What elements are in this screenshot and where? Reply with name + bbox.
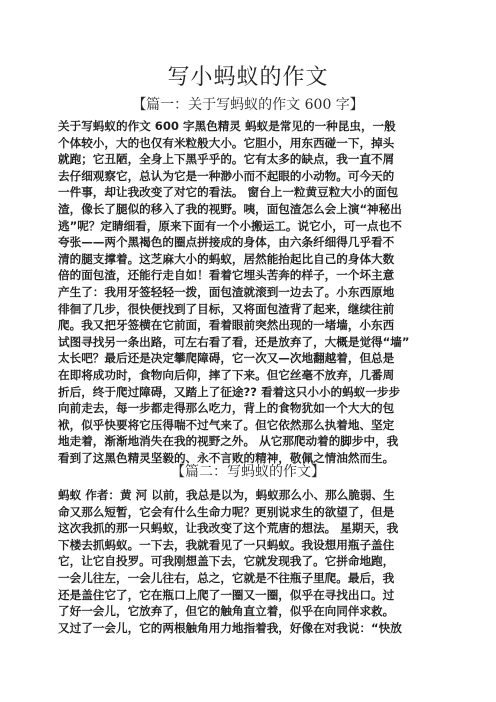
text-line: 倍的面包渣，还能行走自如！看着它埋头苦奔的样子，一个坏主意 — [58, 268, 395, 283]
text-line: 一会儿往左，一会儿往右，总之，它就是不往瓶子里爬。最后，我 — [58, 570, 395, 585]
text-line: 在即将成功时，食物向后仰，摔了下来。但它丝毫不放弃，几番周 — [58, 367, 395, 382]
text-line: 命又那么短暂，它会有什么生命力呢？更别说求生的欲望了，但是 — [58, 504, 395, 519]
text-line: 一件事，却让我改变了对它的看法。 窗台上一粒黄豆粒大小的面包 — [58, 185, 399, 200]
text-line: 逃”呢？定睛细看，原来下面有一个小搬运工。说它小，可一点也不 — [58, 218, 402, 233]
text-line: 它，让它自投罗。可我刚想盖下去，它就发现我了。它拼命地跑， — [58, 554, 395, 569]
text-line: 又过了一会儿，它的两根触角用力地指着我，好像在对我说：“快放 — [58, 620, 402, 635]
text-line: 爬。我又把牙签横在它前面，看着眼前突然出现的一堵墙，小东西 — [58, 318, 395, 333]
section-heading-1: 【篇一：关于写蚂蚁的作文 600 字】 — [132, 97, 364, 113]
text-line: 试图寻找另一条出路，可左右看了看，还是放弃了，大概是觉得“墙” — [58, 334, 410, 349]
text-line: 袱，似乎快要将它压得喘不过气来了。但它依然那么执着地、坚定 — [58, 417, 395, 432]
text-line: 夸张——两个黑褐色的圈点拼接成的身体，由六条纤细得几乎看不 — [58, 235, 395, 250]
section-heading-2: 【篇二：写蚂蚁的作文】 — [171, 464, 325, 480]
text-line: 渣，像长了腿似的移入了我的视野。咦，面包渣怎么会上演“神秘出 — [58, 201, 402, 216]
text-line: 产生了：我用牙签轻轻一拨，面包渣就滚到一边去了。小东西原地 — [58, 284, 395, 299]
text-line: 了好一会儿，它放弃了，但它的触角直立着，似乎在向同伴求救。 — [58, 604, 395, 619]
text-line: 徘徊了几步，很快便找到了目标，又将面包渣背了起来，继续往前 — [58, 301, 395, 316]
text-line: 就跑；它丑陋，全身上下黑乎乎的。它有太多的缺点，我一直不屑 — [58, 152, 395, 167]
text-line: 清的腿支撑着。这芝麻大小的蚂蚁，居然能抬起比自己的身体大数 — [58, 251, 395, 266]
text-line: 去仔细观察它，总认为它是一种渺小而不起眼的小动物。可今天的 — [58, 168, 395, 183]
text-line: 看到了这黑色精灵坚毅的、永不言败的精神，敬佩之情油然而生。 — [58, 450, 395, 465]
section-body-1 — [58, 118, 446, 466]
text-line: 太长吧？最后还是决定攀爬障碍，它一次又—次地翻越着，但总是 — [58, 351, 395, 366]
text-line: 地走着，渐渐地消失在我的视野之外。 从它那爬动着的脚步中，我 — [58, 434, 399, 449]
text-line: 下楼去抓蚂蚁。一下去，我就看见了一只蚂蚁。我设想用瓶子盖住 — [58, 537, 395, 552]
document-title: 写小蚂蚁的作文 — [167, 65, 329, 90]
text-line: 折后，终于爬过障碍，又踏上了征途?? 看着这只小小的蚂蚁一步步 — [58, 384, 401, 399]
text-line: 个体较小，大的也仅有米粒般大小。它胆小，用东西碰一下，掉头 — [58, 135, 395, 150]
text-line: 蚂蚁 作者：黄 河 以前，我总是以为，蚂蚁那么小、那么脆弱、生 — [58, 488, 395, 502]
text-line: 还是盖住它了，它在瓶口上爬了一圈又一圈，似乎在寻找出口。过 — [58, 587, 395, 602]
text-line: 关于写蚂蚁的作文 600 字黑色精灵 蚂蚁是常见的一种昆虫，一般 — [58, 119, 396, 133]
text-line: 这次我抓的那一只蚂蚁，让我改变了这个荒唐的想法。 星期天，我 — [58, 521, 399, 536]
section-body-2 — [58, 487, 446, 636]
text-line: 向前走去，每一步都走得那么吃力，背上的食物犹如一个大大的包 — [58, 401, 395, 416]
